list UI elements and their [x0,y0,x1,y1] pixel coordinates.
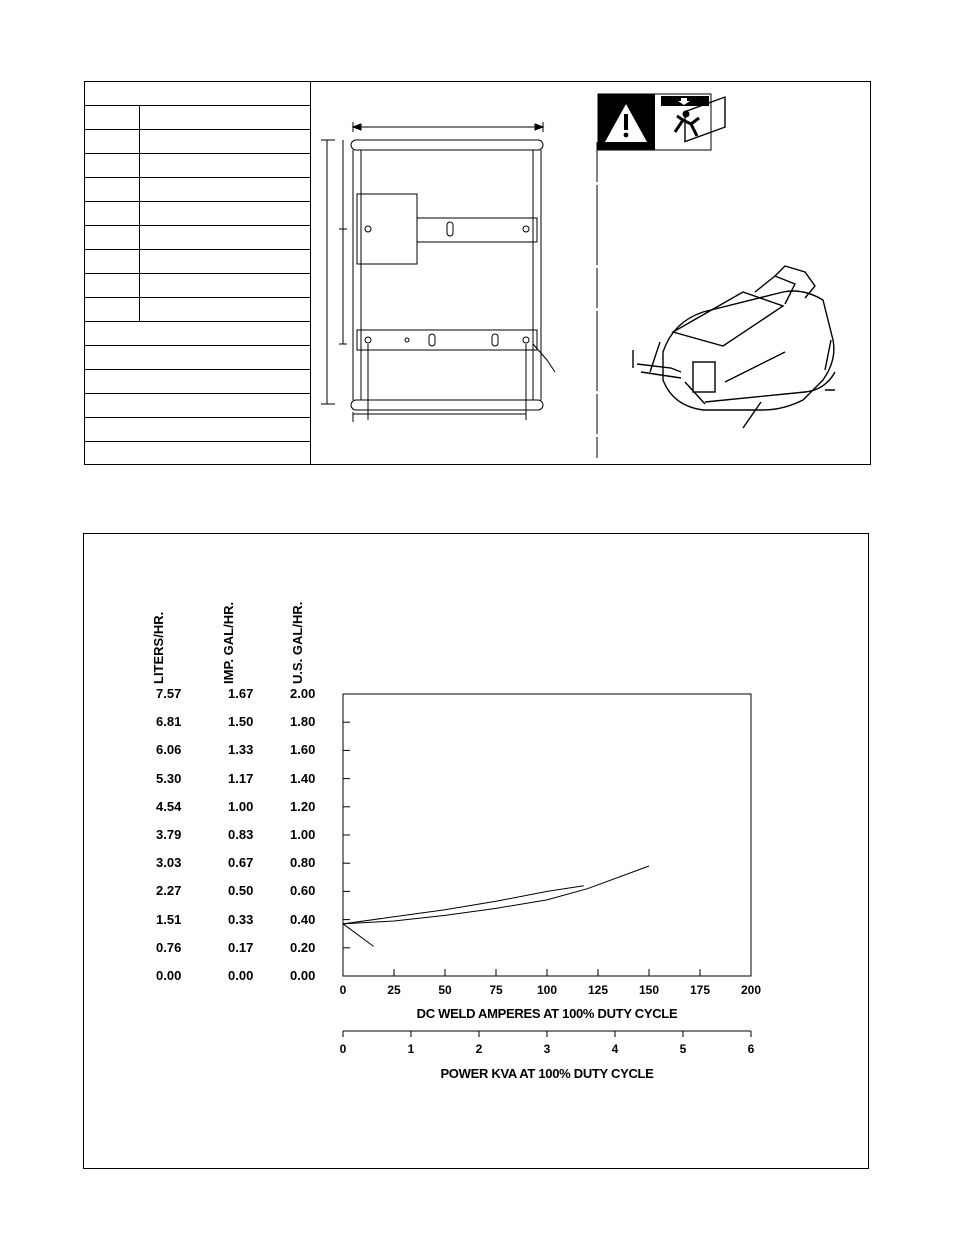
kva-tick-label: 5 [679,1042,687,1056]
fuel-value-us: 0.00 [290,968,316,983]
fuel-value-imp: 0.17 [228,939,254,955]
fuel-value-us: 1.20 [290,798,316,814]
fuel-value-liters: 7.57 [156,686,182,701]
plot-area [343,694,751,976]
fuel-value-us: 1.60 [290,742,316,758]
imp-gal-header: IMP. GAL/HR. [221,601,236,684]
us-gal-header: U.S. GAL/HR. [290,601,305,684]
generator-illustration [85,82,872,466]
fuel-value-us: 0.80 [290,855,316,871]
fuel-value-imp: 0.67 [228,855,254,871]
fuel-value-imp: 0.83 [228,827,254,842]
kva-tick-label: 2 [475,1042,483,1056]
x-tick-label: 75 [489,983,503,997]
fuel-curve-1 [343,866,649,924]
fuel-curve-3 [343,924,374,947]
fuel-value-imp: 1.33 [228,742,254,758]
fuel-value-imp: 1.50 [228,714,254,730]
fuel-value-liters: 3.03 [156,855,182,871]
x-tick-label: 150 [638,983,660,997]
fuel-value-us: 0.60 [290,883,316,899]
fuel-value-us: 0.20 [290,939,316,955]
mounting-dimensions-panel [84,81,871,465]
fuel-consumption-chart [84,534,870,1170]
kva-tick-label: 3 [543,1042,551,1056]
fuel-value-us: 1.80 [290,714,316,730]
fuel-curve-2 [343,886,584,924]
fuel-value-us: 1.40 [290,770,316,786]
x-tick-label: 100 [536,983,558,997]
fuel-value-imp: 0.50 [228,883,254,899]
kva-axis-label: POWER KVA AT 100% DUTY CYCLE [440,1066,654,1081]
fuel-value-liters: 0.00 [156,968,182,983]
fuel-value-imp: 1.17 [228,770,254,786]
liters-header: LITERS/HR. [151,611,166,684]
fuel-value-imp: 1.00 [228,798,254,814]
fuel-value-liters: 4.54 [156,798,182,814]
fuel-value-imp: 0.33 [228,911,254,927]
fuel-value-liters: 6.81 [156,714,182,730]
fuel-consumption-panel [83,533,869,1169]
kva-tick-label: 1 [407,1042,415,1056]
kva-tick-label: 6 [747,1042,755,1056]
fuel-value-imp: 1.67 [228,686,254,701]
kva-tick-label: 0 [339,1042,347,1056]
x-tick-label: 125 [587,983,609,997]
fuel-value-liters: 5.30 [156,770,182,786]
fuel-value-liters: 1.51 [156,911,182,927]
fuel-value-us: 2.00 [290,686,316,701]
x-tick-label: 200 [740,983,762,997]
fuel-value-liters: 6.06 [156,742,182,758]
fuel-value-imp: 0.00 [228,968,254,983]
x-tick-label: 50 [438,983,452,997]
fuel-value-us: 1.00 [290,827,316,842]
x-tick-label: 25 [387,983,401,997]
x-axis-label: DC WELD AMPERES AT 100% DUTY CYCLE [416,1006,678,1021]
fuel-value-liters: 2.27 [156,883,182,899]
x-tick-label: 175 [689,983,711,997]
fuel-value-liters: 0.76 [156,939,182,955]
fuel-value-liters: 3.79 [156,827,182,842]
kva-tick-label: 4 [611,1042,619,1056]
x-tick-label: 0 [339,983,347,997]
fuel-value-us: 0.40 [290,911,316,927]
